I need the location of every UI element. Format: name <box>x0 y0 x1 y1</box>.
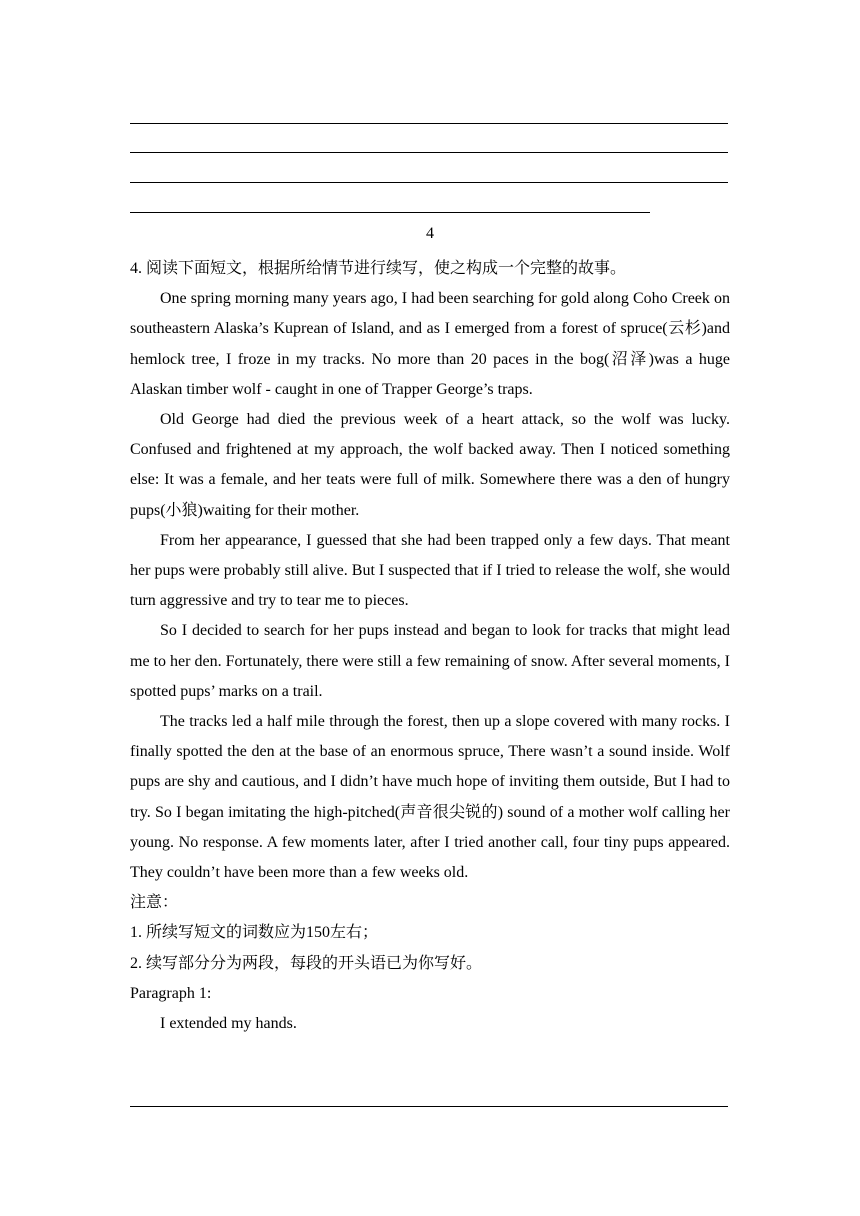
story-paragraph: One spring morning many years ago, I had been searching for gold along Coho Creek on southeastern Alaska’s Kuprean of Island, and as I emerged from a forest of spruce(云杉)and hemlock tree, I froze in my tracks. No more than 20 paces in the bog(沼泽)was a huge Alaskan timber wolf - caught in one of Trapper George’s traps. <box>130 290 730 398</box>
answer-line <box>130 1106 728 1107</box>
answer-line <box>130 123 728 124</box>
answer-line <box>130 152 728 153</box>
answer-line <box>130 212 650 213</box>
page-number: 4 <box>426 225 434 242</box>
notes-heading: 注意： <box>130 894 179 912</box>
note-item: 1. 所续写短文的词数应为150左右； <box>130 924 379 942</box>
story-paragraph: The tracks led a half mile through the forest, then up a slope covered with many rocks. I finally spotted the den at the base of an enormous spruce, There wasn’t a sound inside. Wolf pups are shy and cautious, and I didn’t have much hope of inviting them outside, But I had to try. So I began imitating the high-pitched(声音很尖锐的) sound of a mother wolf calling her young. No response. A few moments later, after I tried another call, four tiny pups appeared. They couldn’t have been more than a few weeks old. <box>130 713 730 882</box>
answer-line <box>130 182 728 183</box>
story-paragraph: Old George had died the previous week of a heart attack, so the wolf was lucky. Confused and frightened at my approach, the wolf backed away. Then I noticed something else: It was a female, and her teats were full of milk. Somewhere there was a den of hungry pups(小狼)waiting for their mother. <box>130 411 730 519</box>
question-4 <box>130 254 730 1039</box>
story-paragraph: So I decided to search for her pups instead and began to look for tracks that might lead me to her den. Fortunately, there were still a few remaining of snow. After several moments, I spotted pups’ marks on a trail. <box>130 622 730 700</box>
paragraph1-label: Paragraph 1: <box>130 984 212 1002</box>
paragraph1-opening: I extended my hands. <box>160 1015 297 1033</box>
note-item: 2. 续写部分分为两段，每段的开头语已为你写好。 <box>130 954 483 972</box>
question-instruction: 4. 阅读下面短文，根据所给情节进行续写，使之构成一个完整的故事。 <box>130 260 627 277</box>
story-paragraph: From her appearance, I guessed that she had been trapped only a few days. That meant her pups were probably still alive. But I suspected that if I tried to release the wolf, she would turn aggressive and try to tear me to pieces. <box>130 531 730 610</box>
